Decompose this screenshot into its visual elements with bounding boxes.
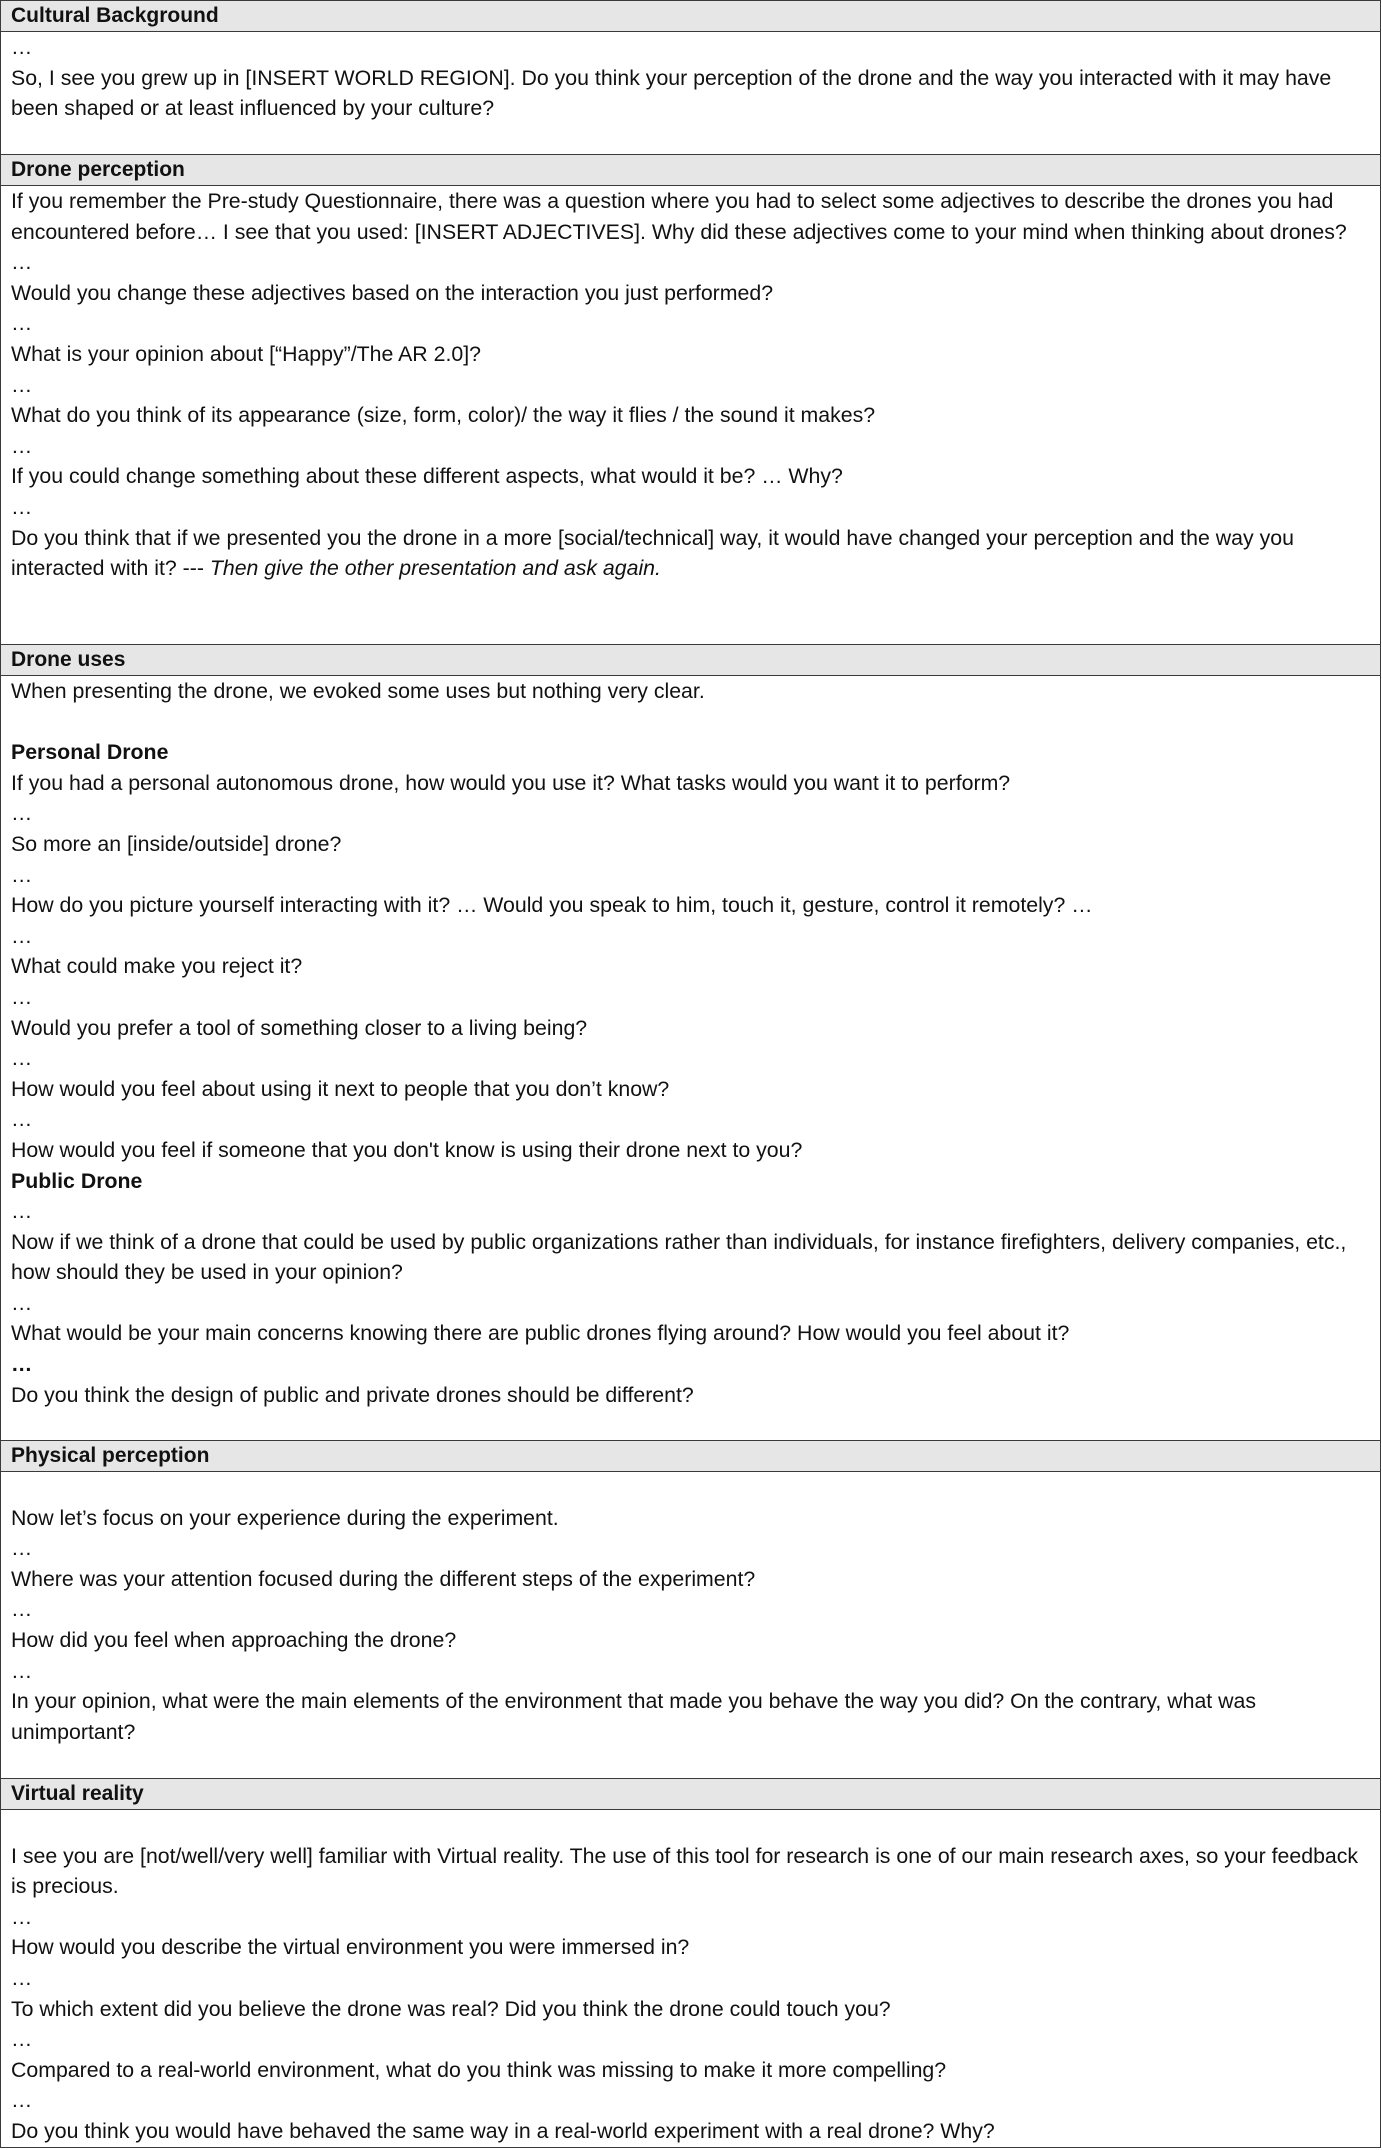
ellipsis: …: [11, 862, 33, 887]
question-text: Do you think that if we presented you the drone in a more [social/technical] way, it would have changed your perception and the way you interacted with it? ---: [11, 525, 1294, 581]
section-title-physical-perception: Physical perception: [1, 1441, 1381, 1472]
section-body-drone-perception: [1, 186, 1381, 645]
subheading-personal-drone: Personal Drone: [11, 740, 169, 765]
question: I see you are [not/well/very well] familiar with Virtual reality. The use of this tool for research is one of our main research axes, so your feedback is precious.: [11, 1843, 1359, 1899]
section-title-drone-uses: Drone uses: [1, 645, 1381, 676]
question: In your opinion, what were the main elements of the environment that made you behave the way you did? On the contrary, what was unimportant?: [11, 1689, 1256, 1744]
section-body-physical-perception: [1, 1472, 1381, 1779]
ellipsis: …: [11, 1536, 33, 1561]
ellipsis: …: [11, 2088, 33, 2113]
question: If you could change something about these different aspects, what would it be? … Why?: [11, 464, 843, 489]
section-header-row: [1, 1779, 1381, 1810]
ellipsis: …: [11, 1658, 33, 1683]
question: What would be your main concerns knowing there are public drones flying around? How would you feel about it?: [11, 1321, 1070, 1346]
question: Would you change these adjectives based on the interaction you just performed?: [11, 280, 774, 305]
subheading-public-drone: Public Drone: [11, 1168, 143, 1193]
ellipsis: …: [11, 1597, 33, 1622]
ellipsis: …: [11, 433, 33, 458]
blank-line: [11, 1472, 1370, 1503]
question: Compared to a real-world environment, what do you think was missing to make it more compelling?: [11, 2057, 947, 2082]
question: To which extent did you believe the drone was real? Did you think the drone could touch you?: [11, 1996, 891, 2021]
section-title-cultural-background: Cultural Background: [1, 1, 1381, 32]
question: How would you feel about using it next to people that you don’t know?: [11, 1076, 670, 1101]
ellipsis: …: [11, 1290, 33, 1315]
ellipsis: …: [11, 1046, 33, 1071]
section-body-cultural-background: [1, 32, 1381, 155]
section-header-row: [1, 155, 1381, 186]
question: Do you think the design of public and private drones should be different?: [11, 1382, 694, 1407]
question: How would you describe the virtual environment you were immersed in?: [11, 1935, 690, 1960]
section-header-row: [1, 1441, 1381, 1472]
interviewer-instruction: Then give the other presentation and ask again.: [209, 556, 661, 581]
section-body-drone-uses: [1, 676, 1381, 1441]
question: So, I see you grew up in [INSERT WORLD REGION]. Do you think your perception of the drone and the way you interacted with it may have been shaped or at least influenced by your culture?: [11, 65, 1332, 121]
question: Do you think you would have behaved the same way in a real-world experiment with a real drone? Why?: [11, 2118, 995, 2143]
question: If you remember the Pre-study Questionnaire, there was a question where you had to select some adjectives to describe the drones you had encountered before… I see that you used: [INSERT ADJECTIVES]. Why did these adjectives come to your mind when thinking about drones?: [11, 189, 1347, 244]
ellipsis: …: [11, 1107, 33, 1132]
section-body-row: [1, 186, 1381, 645]
question: How did you feel when approaching the drone?: [11, 1627, 457, 1652]
ellipsis: …: [11, 494, 33, 519]
ellipsis: …: [11, 801, 33, 826]
question: So more an [inside/outside] drone?: [11, 831, 342, 856]
question: What do you think of its appearance (size, form, color)/ the way it flies / the sound it makes?: [11, 403, 876, 428]
blank-line: [11, 1810, 1370, 1841]
section-header-row: [1, 1, 1381, 32]
question: Would you prefer a tool of something closer to a living being?: [11, 1015, 588, 1040]
ellipsis: …: [11, 1199, 33, 1224]
intro-text: When presenting the drone, we evoked some uses but nothing very clear.: [11, 679, 705, 703]
question: Now let’s focus on your experience during the experiment.: [11, 1505, 559, 1530]
section-title-drone-perception: Drone perception: [1, 155, 1381, 186]
question: How do you picture yourself interacting with it? … Would you speak to him, touch it, gesture, control it remotely? …: [11, 893, 1093, 918]
section-body-row: [1, 1810, 1381, 2148]
question: [11, 523, 1370, 584]
section-body-row: [1, 676, 1381, 1441]
section-title-virtual-reality: Virtual reality: [1, 1779, 1381, 1810]
question: Where was your attention focused during the different steps of the experiment?: [11, 1566, 756, 1591]
ellipsis: …: [11, 1904, 33, 1929]
question: What could make you reject it?: [11, 954, 303, 979]
ellipsis: …: [11, 984, 33, 1009]
ellipsis: …: [11, 923, 33, 948]
blank-line: [11, 707, 1370, 738]
question: Now if we think of a drone that could be used by public organizations rather than individuals, for instance firefighters, delivery companies, etc., how should they be used in your opinion?: [11, 1229, 1347, 1285]
question: If you had a personal autonomous drone, how would you use it? What tasks would you want it to perform?: [11, 770, 1011, 795]
ellipsis: …: [11, 250, 33, 275]
section-header-row: [1, 645, 1381, 676]
ellipsis: …: [11, 1352, 33, 1377]
ellipsis: …: [11, 372, 33, 397]
ellipsis: …: [11, 2027, 33, 2052]
section-body-virtual-reality: [1, 1810, 1381, 2148]
section-body-row: [1, 32, 1381, 155]
section-body-row: [1, 1472, 1381, 1779]
ellipsis: …: [11, 311, 33, 336]
ellipsis: …: [11, 1965, 33, 1990]
ellipsis: …: [11, 35, 33, 59]
question: What is your opinion about [“Happy”/The AR 2.0]?: [11, 341, 481, 366]
question: How would you feel if someone that you don't know is using their drone next to you?: [11, 1137, 803, 1162]
